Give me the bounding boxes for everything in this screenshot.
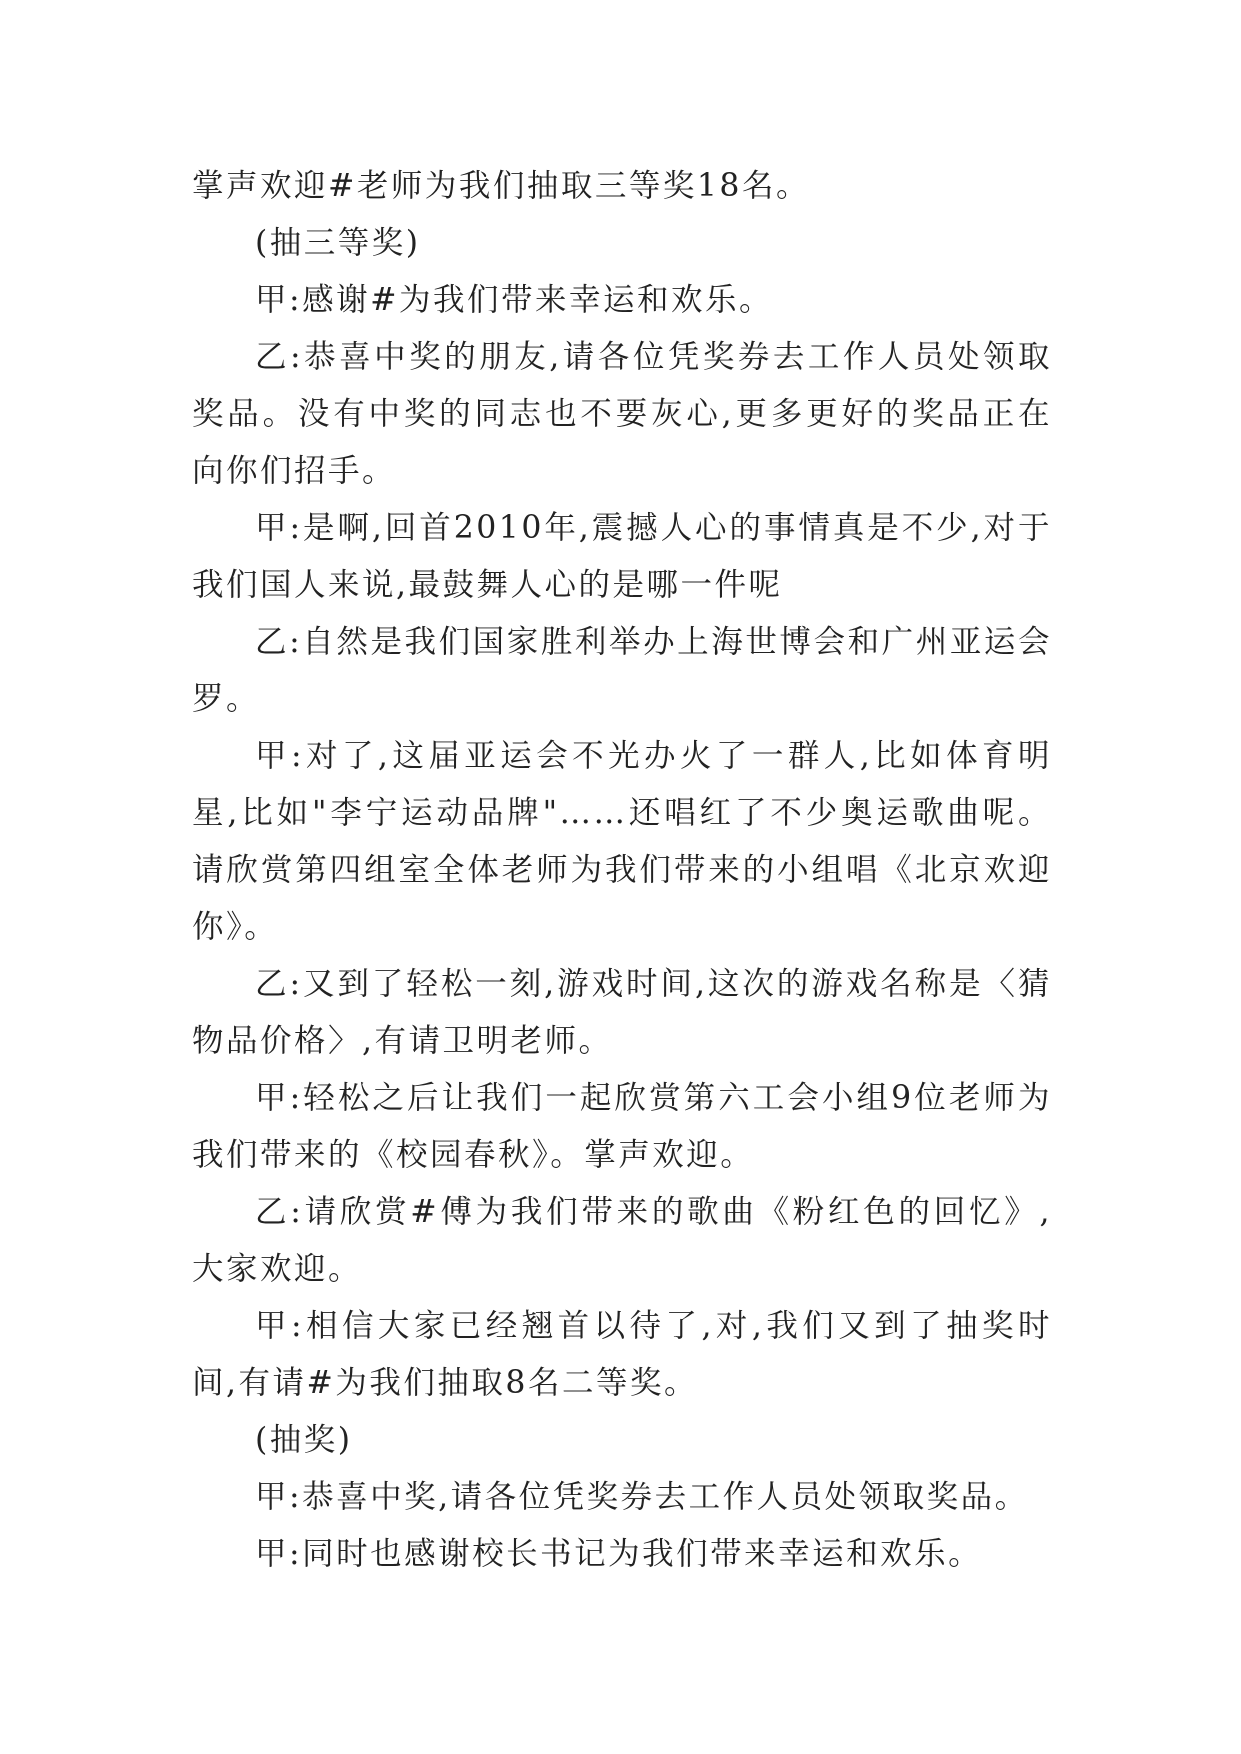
paragraph-dialogue: 甲:同时也感谢校长书记为我们带来幸运和欢乐。 [255,1536,983,1572]
paragraph-dialogue: 乙:请欣赏#傅为我们带来的歌曲《粉红色的回忆》,大家欢迎。 [192,1194,1052,1287]
paragraph-stage-note: (抽三等奖) [255,225,421,261]
paragraph-dialogue: 乙:又到了轻松一刻,游戏时间,这次的游戏名称是〈猜物品价格〉,有请卫明老师。 [192,966,1052,1059]
paragraph-dialogue: 甲:是啊,回首2010年,震撼人心的事情真是不少,对于我们国人来说,最鼓舞人心的是哪一件呢 [192,510,1052,603]
document-body [192,158,1052,1583]
paragraph-dialogue: 甲:对了,这届亚运会不光办火了一群人,比如体育明星,比如"李宁运动品牌"……还唱红了不少奥运歌曲呢。请欣赏第四组室全体老师为我们带来的小组唱《北京欢迎你》。 [192,738,1052,945]
paragraph-dialogue: 甲:恭喜中奖,请各位凭奖券去工作人员处领取奖品。 [255,1479,1029,1515]
paragraph-dialogue: 甲:相信大家已经翘首以待了,对,我们又到了抽奖时间,有请#为我们抽取8名二等奖。 [192,1308,1052,1401]
paragraph-dialogue: 甲:轻松之后让我们一起欣赏第六工会小组9位老师为我们带来的《校园春秋》。掌声欢迎。 [192,1080,1052,1173]
paragraph-dialogue: 乙:恭喜中奖的朋友,请各位凭奖券去工作人员处领取奖品。没有中奖的同志也不要灰心,更多更好的奖品正在向你们招手。 [192,339,1052,489]
paragraph-dialogue: 乙:自然是我们国家胜利举办上海世博会和广州亚运会罗。 [192,624,1052,717]
paragraph-continuation: 掌声欢迎#老师为我们抽取三等奖18名。 [192,168,810,204]
paragraph-stage-note: (抽奖) [255,1422,353,1458]
paragraph-dialogue: 甲:感谢#为我们带来幸运和欢乐。 [255,282,774,318]
